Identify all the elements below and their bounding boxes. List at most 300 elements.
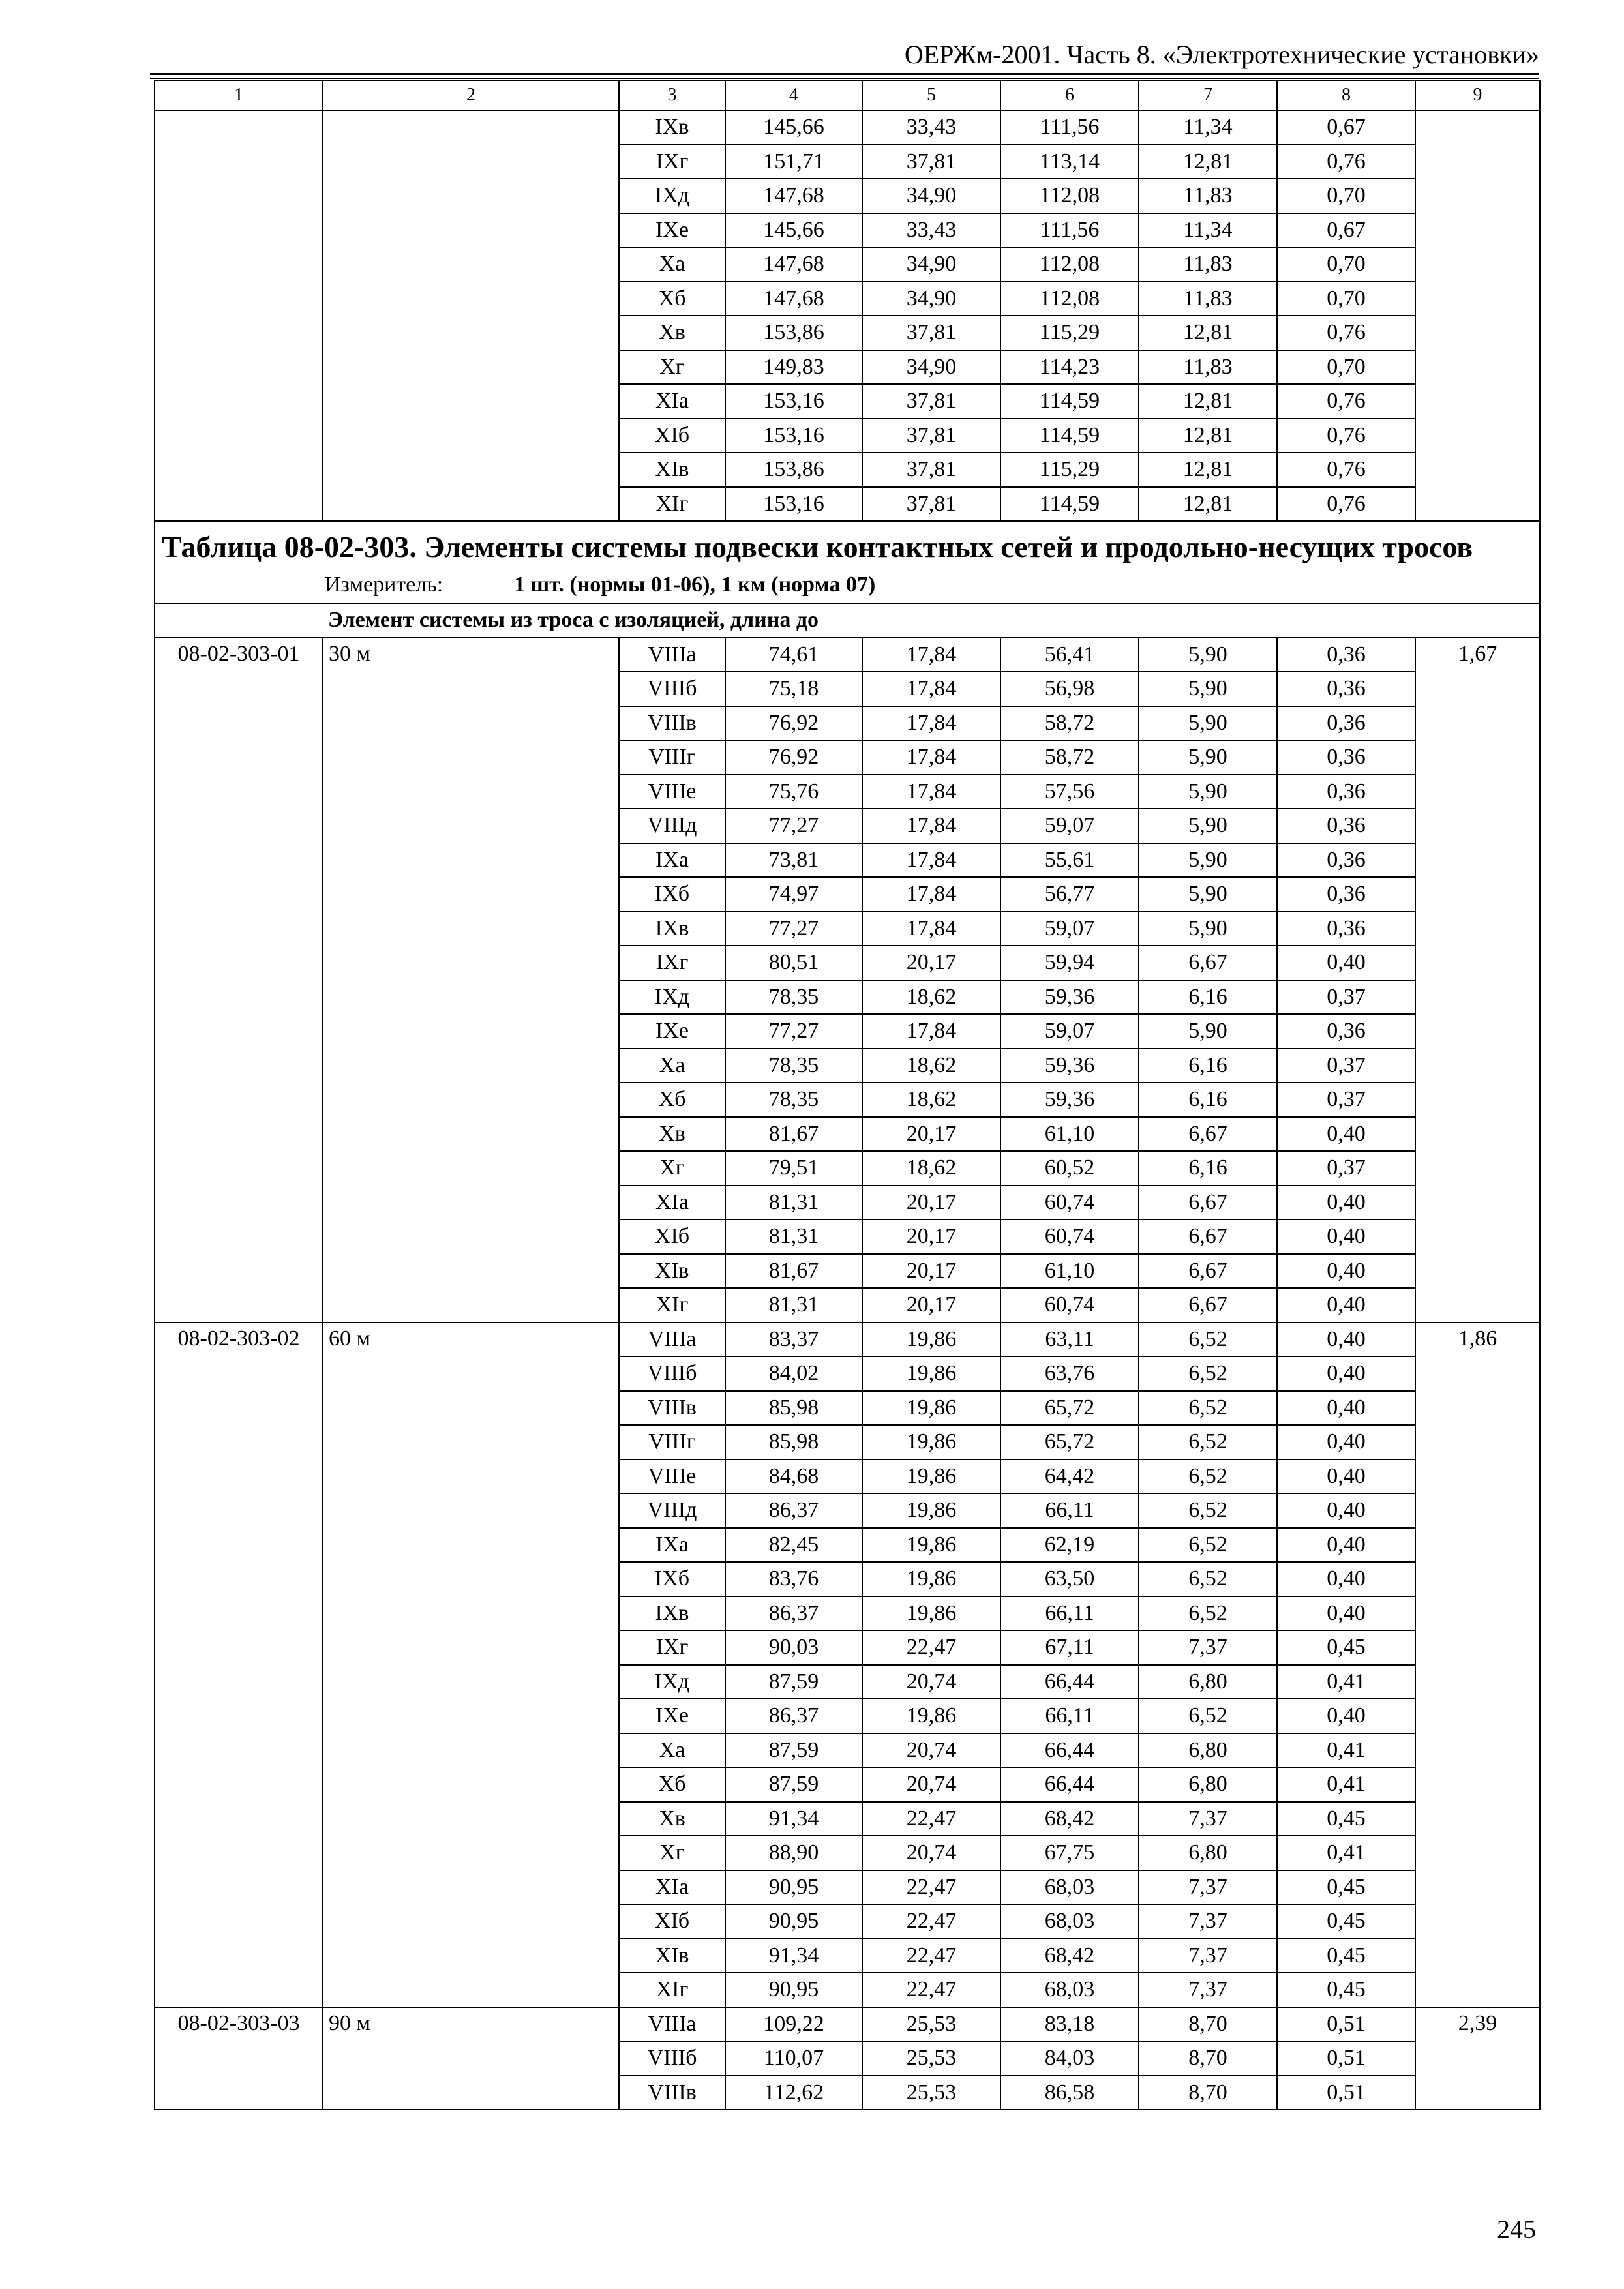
col-7-value: 6,52	[1139, 1562, 1277, 1596]
col-8-value: 0,40	[1277, 1117, 1415, 1152]
column-number: 8	[1277, 80, 1415, 110]
col-5-value: 20,74	[862, 1733, 1000, 1768]
col-7-value: 8,70	[1139, 2007, 1277, 2042]
col-4-value: 75,76	[725, 775, 862, 809]
col-6-value: 65,72	[1000, 1391, 1139, 1426]
col-5-value: 18,62	[862, 1151, 1000, 1186]
col-7-value: 6,16	[1139, 1049, 1277, 1083]
table-row	[155, 2007, 1540, 2042]
voltage-class: IXг	[619, 145, 725, 179]
voltage-class: Xa	[619, 247, 725, 282]
voltage-class: VIIIб	[619, 672, 725, 706]
col-4-value: 81,67	[725, 1254, 862, 1289]
col-6-value: 63,76	[1000, 1356, 1139, 1391]
voltage-class: VIIIг	[619, 1425, 725, 1459]
col-7-value: 6,16	[1139, 980, 1277, 1015]
col-4-value: 77,27	[725, 912, 862, 946]
col-7-value: 6,80	[1139, 1665, 1277, 1699]
col-4-value: 90,95	[725, 1870, 862, 1905]
col-5-value: 33,43	[862, 213, 1000, 248]
voltage-class: VIIIa	[619, 1323, 725, 1357]
col-7-value: 12,81	[1139, 453, 1277, 487]
col-6-value: 58,72	[1000, 706, 1139, 741]
col-4-value: 81,31	[725, 1186, 862, 1220]
col-8-value: 0,76	[1277, 316, 1415, 350]
col-5-value: 37,81	[862, 384, 1000, 419]
col-9-value: 1,67	[1415, 638, 1540, 1323]
col-4-value: 73,81	[725, 843, 862, 878]
col-7-value: 11,83	[1139, 282, 1277, 316]
col-8-value: 0,40	[1277, 946, 1415, 980]
col-5-value: 17,84	[862, 638, 1000, 672]
col-7-value: 6,52	[1139, 1528, 1277, 1563]
col-6-value: 66,44	[1000, 1665, 1139, 1699]
col-8-value: 0,51	[1277, 2007, 1415, 2042]
col-5-value: 19,86	[862, 1323, 1000, 1357]
col-8-value: 0,40	[1277, 1356, 1415, 1391]
col-4-value: 81,31	[725, 1288, 862, 1323]
col-5-value: 22,47	[862, 1973, 1000, 2007]
col-7-value: 11,34	[1139, 110, 1277, 145]
col-5-value: 20,17	[862, 946, 1000, 980]
column-number: 9	[1415, 80, 1540, 110]
col-5-value: 19,86	[862, 1493, 1000, 1528]
col-6-value: 60,74	[1000, 1288, 1139, 1323]
col-7-value: 5,90	[1139, 877, 1277, 912]
voltage-class: XIб	[619, 1904, 725, 1939]
col-4-value: 85,98	[725, 1391, 862, 1426]
col-8-value: 0,40	[1277, 1596, 1415, 1631]
col-7-value: 6,16	[1139, 1083, 1277, 1117]
column-number: 7	[1139, 80, 1277, 110]
col-4-value: 81,67	[725, 1117, 862, 1152]
col-4-value: 77,27	[725, 1014, 862, 1049]
voltage-class: XIa	[619, 384, 725, 419]
col-5-value: 20,17	[862, 1186, 1000, 1220]
col-7-value: 6,52	[1139, 1493, 1277, 1528]
col-4-value: 153,16	[725, 384, 862, 419]
col-6-value: 62,19	[1000, 1528, 1139, 1563]
voltage-class: IXб	[619, 877, 725, 912]
column-number-row	[155, 80, 1540, 110]
col-4-value: 74,61	[725, 638, 862, 672]
col-5-value: 18,62	[862, 1083, 1000, 1117]
col-8-value: 0,76	[1277, 487, 1415, 522]
col-7-value: 5,90	[1139, 740, 1277, 775]
col-6-value: 112,08	[1000, 247, 1139, 282]
voltage-class: VIIIa	[619, 638, 725, 672]
column-number: 4	[725, 80, 862, 110]
col-5-value: 22,47	[862, 1939, 1000, 1973]
col-6-value: 111,56	[1000, 110, 1139, 145]
table-row	[155, 638, 1540, 672]
col-7-value: 7,37	[1139, 1802, 1277, 1836]
col-5-value: 20,17	[862, 1254, 1000, 1289]
voltage-class: VIIIa	[619, 2007, 725, 2042]
voltage-class: XIв	[619, 1939, 725, 1973]
col-4-value: 90,95	[725, 1904, 862, 1939]
col-5-value: 20,74	[862, 1767, 1000, 1802]
voltage-class: Xб	[619, 1767, 725, 1802]
col-5-value: 19,86	[862, 1562, 1000, 1596]
col-4-value: 76,92	[725, 740, 862, 775]
col-8-value: 0,40	[1277, 1288, 1415, 1323]
col-7-value: 11,83	[1139, 350, 1277, 385]
col-8-value: 0,45	[1277, 1904, 1415, 1939]
col-6-value: 63,11	[1000, 1323, 1139, 1357]
col-4-value: 147,68	[725, 179, 862, 213]
col-4-value: 86,37	[725, 1493, 862, 1528]
voltage-class: VIIIе	[619, 1459, 725, 1494]
col-5-value: 19,86	[862, 1596, 1000, 1631]
col-4-value: 76,92	[725, 706, 862, 741]
col-6-value: 60,74	[1000, 1186, 1139, 1220]
col-5-value: 18,62	[862, 1049, 1000, 1083]
table-row	[155, 1323, 1540, 1357]
col-5-value: 37,81	[862, 145, 1000, 179]
col-6-value: 68,03	[1000, 1973, 1139, 2007]
col-6-value: 59,94	[1000, 946, 1139, 980]
col-8-value: 0,76	[1277, 145, 1415, 179]
col-6-value: 68,42	[1000, 1802, 1139, 1836]
col-8-value: 0,41	[1277, 1733, 1415, 1768]
voltage-class: Xб	[619, 1083, 725, 1117]
col-6-value: 67,11	[1000, 1630, 1139, 1665]
col-5-value: 22,47	[862, 1870, 1000, 1905]
voltage-class: XIг	[619, 487, 725, 522]
column-number: 5	[862, 80, 1000, 110]
col-5-value: 22,47	[862, 1904, 1000, 1939]
col-5-value: 18,62	[862, 980, 1000, 1015]
voltage-class: Xa	[619, 1733, 725, 1768]
page-number: 245	[1497, 2215, 1536, 2244]
col-7-value: 6,52	[1139, 1356, 1277, 1391]
voltage-class: XIa	[619, 1186, 725, 1220]
col-7-value: 5,90	[1139, 638, 1277, 672]
col-6-value: 61,10	[1000, 1117, 1139, 1152]
col-8-value: 0,45	[1277, 1870, 1415, 1905]
col-4-value: 81,31	[725, 1219, 862, 1254]
col-4-value: 112,62	[725, 2076, 862, 2110]
col-4-value: 75,18	[725, 672, 862, 706]
col-4-value: 82,45	[725, 1528, 862, 1563]
voltage-class: IXг	[619, 1630, 725, 1665]
col-9-value: 1,86	[1415, 1323, 1540, 2007]
col-7-value: 6,67	[1139, 946, 1277, 980]
col-6-value: 59,36	[1000, 1083, 1139, 1117]
col-6-value: 56,77	[1000, 877, 1139, 912]
voltage-class: VIIIв	[619, 1391, 725, 1426]
table-title-cell	[155, 521, 1540, 603]
col-8-value: 0,36	[1277, 672, 1415, 706]
col-8-value: 0,45	[1277, 1939, 1415, 1973]
col-8-value: 0,76	[1277, 419, 1415, 453]
col-6-value: 60,74	[1000, 1219, 1139, 1254]
col-8-value: 0,37	[1277, 1083, 1415, 1117]
col-5-value: 20,17	[862, 1219, 1000, 1254]
col-4-value: 84,68	[725, 1459, 862, 1494]
col-4-value: 153,16	[725, 419, 862, 453]
col-6-value: 114,23	[1000, 350, 1139, 385]
voltage-class: IXд	[619, 179, 725, 213]
voltage-class: IXг	[619, 946, 725, 980]
col-6-value: 57,56	[1000, 775, 1139, 809]
col-8-value: 0,41	[1277, 1665, 1415, 1699]
norm-code: 08-02-303-01	[155, 638, 323, 1323]
col-7-value: 11,34	[1139, 213, 1277, 248]
col-4-value: 90,03	[725, 1630, 862, 1665]
col-5-value: 34,90	[862, 350, 1000, 385]
col-5-value: 25,53	[862, 2041, 1000, 2076]
col-4-value: 86,37	[725, 1596, 862, 1631]
voltage-class: VIIIв	[619, 2076, 725, 2110]
col-7-value: 7,37	[1139, 1904, 1277, 1939]
col-8-value: 0,40	[1277, 1219, 1415, 1254]
col-7-value: 5,90	[1139, 706, 1277, 741]
col-4-value: 90,95	[725, 1973, 862, 2007]
col-8-value: 0,45	[1277, 1973, 1415, 2007]
col-6-value: 55,61	[1000, 843, 1139, 878]
col-7-value: 8,70	[1139, 2041, 1277, 2076]
col-5-value: 25,53	[862, 2076, 1000, 2110]
header-rule-thin	[150, 78, 1539, 79]
table-title-row	[155, 521, 1540, 603]
col-4-value: 145,66	[725, 110, 862, 145]
col-7-value: 12,81	[1139, 487, 1277, 522]
voltage-class: IXб	[619, 1562, 725, 1596]
col-5-value: 17,84	[862, 1014, 1000, 1049]
col-7-value: 7,37	[1139, 1870, 1277, 1905]
voltage-class: Xг	[619, 350, 725, 385]
col-7-value: 6,67	[1139, 1288, 1277, 1323]
voltage-class: IXв	[619, 912, 725, 946]
element-length: 90 м	[323, 2007, 619, 2110]
col-7-value: 12,81	[1139, 419, 1277, 453]
voltage-class: XIг	[619, 1288, 725, 1323]
col-8-value: 0,40	[1277, 1528, 1415, 1563]
col-4-value: 87,59	[725, 1767, 862, 1802]
blank-cell	[1415, 110, 1540, 521]
voltage-class: XIб	[619, 419, 725, 453]
col-7-value: 5,90	[1139, 672, 1277, 706]
col-6-value: 59,36	[1000, 980, 1139, 1015]
section-row	[155, 603, 1540, 638]
col-5-value: 25,53	[862, 2007, 1000, 2042]
col-6-value: 115,29	[1000, 316, 1139, 350]
col-8-value: 0,36	[1277, 775, 1415, 809]
running-header: ОЕРЖм-2001. Часть 8. «Электротехнические установки»	[904, 40, 1539, 69]
col-6-value: 66,11	[1000, 1596, 1139, 1631]
voltage-class: IXе	[619, 1699, 725, 1733]
measure-line	[162, 570, 1533, 600]
col-8-value: 0,37	[1277, 1049, 1415, 1083]
col-4-value: 153,86	[725, 453, 862, 487]
section-title: Элемент системы из троса с изоляцией, длина до	[155, 603, 1540, 638]
voltage-class: VIIIв	[619, 706, 725, 741]
col-4-value: 74,97	[725, 877, 862, 912]
col-7-value: 6,52	[1139, 1459, 1277, 1494]
col-8-value: 0,40	[1277, 1425, 1415, 1459]
header-rule	[150, 73, 1539, 75]
col-8-value: 0,45	[1277, 1802, 1415, 1836]
col-8-value: 0,41	[1277, 1836, 1415, 1870]
column-number: 2	[323, 80, 619, 110]
col-6-value: 56,41	[1000, 638, 1139, 672]
voltage-class: VIIIд	[619, 1493, 725, 1528]
col-5-value: 20,17	[862, 1117, 1000, 1152]
col-7-value: 6,52	[1139, 1323, 1277, 1357]
col-7-value: 7,37	[1139, 1630, 1277, 1665]
norms-table-body	[155, 80, 1540, 2110]
voltage-class: IXa	[619, 843, 725, 878]
col-8-value: 0,36	[1277, 1014, 1415, 1049]
col-5-value: 17,84	[862, 740, 1000, 775]
col-7-value: 7,37	[1139, 1973, 1277, 2007]
col-5-value: 19,86	[862, 1425, 1000, 1459]
col-6-value: 63,50	[1000, 1562, 1139, 1596]
col-8-value: 0,36	[1277, 809, 1415, 843]
col-7-value: 6,67	[1139, 1219, 1277, 1254]
col-7-value: 6,52	[1139, 1596, 1277, 1631]
col-4-value: 91,34	[725, 1802, 862, 1836]
col-6-value: 65,72	[1000, 1425, 1139, 1459]
col-5-value: 17,84	[862, 706, 1000, 741]
col-6-value: 113,14	[1000, 145, 1139, 179]
col-4-value: 78,35	[725, 1083, 862, 1117]
col-4-value: 87,59	[725, 1733, 862, 1768]
col-7-value: 6,52	[1139, 1391, 1277, 1426]
col-5-value: 17,84	[862, 877, 1000, 912]
col-4-value: 79,51	[725, 1151, 862, 1186]
col-4-value: 78,35	[725, 980, 862, 1015]
norm-code: 08-02-303-03	[155, 2007, 323, 2110]
col-8-value: 0,40	[1277, 1254, 1415, 1289]
voltage-class: XIб	[619, 1219, 725, 1254]
col-5-value: 34,90	[862, 247, 1000, 282]
table-row	[155, 110, 1540, 145]
col-8-value: 0,36	[1277, 912, 1415, 946]
col-6-value: 64,42	[1000, 1459, 1139, 1494]
voltage-class: IXд	[619, 1665, 725, 1699]
col-6-value: 59,07	[1000, 1014, 1139, 1049]
col-5-value: 22,47	[862, 1802, 1000, 1836]
col-7-value: 6,16	[1139, 1151, 1277, 1186]
column-number: 1	[155, 80, 323, 110]
col-6-value: 66,11	[1000, 1493, 1139, 1528]
column-number: 6	[1000, 80, 1139, 110]
col-7-value: 6,52	[1139, 1699, 1277, 1733]
col-8-value: 0,40	[1277, 1186, 1415, 1220]
col-8-value: 0,36	[1277, 843, 1415, 878]
col-5-value: 34,90	[862, 179, 1000, 213]
col-6-value: 83,18	[1000, 2007, 1139, 2042]
col-8-value: 0,76	[1277, 384, 1415, 419]
col-8-value: 0,67	[1277, 110, 1415, 145]
col-8-value: 0,76	[1277, 453, 1415, 487]
col-4-value: 85,98	[725, 1425, 862, 1459]
col-6-value: 60,52	[1000, 1151, 1139, 1186]
voltage-class: Xб	[619, 282, 725, 316]
col-7-value: 5,90	[1139, 775, 1277, 809]
col-5-value: 19,86	[862, 1699, 1000, 1733]
col-6-value: 59,07	[1000, 809, 1139, 843]
col-5-value: 19,86	[862, 1356, 1000, 1391]
voltage-class: VIIIб	[619, 2041, 725, 2076]
col-8-value: 0,51	[1277, 2041, 1415, 2076]
element-length: 30 м	[323, 638, 619, 1323]
col-7-value: 6,52	[1139, 1425, 1277, 1459]
col-8-value: 0,51	[1277, 2076, 1415, 2110]
col-6-value: 111,56	[1000, 213, 1139, 248]
col-8-value: 0,40	[1277, 1459, 1415, 1494]
col-8-value: 0,40	[1277, 1562, 1415, 1596]
col-6-value: 86,58	[1000, 2076, 1139, 2110]
col-7-value: 11,83	[1139, 247, 1277, 282]
col-7-value: 5,90	[1139, 809, 1277, 843]
voltage-class: VIIIб	[619, 1356, 725, 1391]
col-6-value: 67,75	[1000, 1836, 1139, 1870]
col-8-value: 0,36	[1277, 877, 1415, 912]
col-6-value: 66,44	[1000, 1733, 1139, 1768]
col-5-value: 19,86	[862, 1528, 1000, 1563]
col-6-value: 114,59	[1000, 487, 1139, 522]
col-4-value: 145,66	[725, 213, 862, 248]
voltage-class: Xг	[619, 1836, 725, 1870]
element-length: 60 м	[323, 1323, 619, 2007]
col-6-value: 56,98	[1000, 672, 1139, 706]
col-4-value: 86,37	[725, 1699, 862, 1733]
voltage-class: XIг	[619, 1973, 725, 2007]
col-8-value: 0,70	[1277, 247, 1415, 282]
col-8-value: 0,40	[1277, 1699, 1415, 1733]
col-4-value: 84,02	[725, 1356, 862, 1391]
col-8-value: 0,37	[1277, 1151, 1415, 1186]
col-6-value: 115,29	[1000, 453, 1139, 487]
col-7-value: 5,90	[1139, 912, 1277, 946]
voltage-class: Xa	[619, 1049, 725, 1083]
col-5-value: 34,90	[862, 282, 1000, 316]
col-4-value: 88,90	[725, 1836, 862, 1870]
col-5-value: 19,86	[862, 1459, 1000, 1494]
col-7-value: 7,37	[1139, 1939, 1277, 1973]
col-5-value: 20,74	[862, 1665, 1000, 1699]
voltage-class: VIIIе	[619, 775, 725, 809]
col-5-value: 37,81	[862, 487, 1000, 522]
col-8-value: 0,40	[1277, 1323, 1415, 1357]
col-7-value: 6,80	[1139, 1836, 1277, 1870]
col-5-value: 33,43	[862, 110, 1000, 145]
voltage-class: Xв	[619, 1802, 725, 1836]
voltage-class: XIa	[619, 1870, 725, 1905]
col-5-value: 17,84	[862, 672, 1000, 706]
col-4-value: 78,35	[725, 1049, 862, 1083]
norms-table	[154, 80, 1541, 2110]
col-7-value: 5,90	[1139, 1014, 1277, 1049]
voltage-class: XIв	[619, 453, 725, 487]
col-6-value: 68,03	[1000, 1870, 1139, 1905]
voltage-class: IXa	[619, 1528, 725, 1563]
col-4-value: 80,51	[725, 946, 862, 980]
col-4-value: 77,27	[725, 809, 862, 843]
voltage-class: IXд	[619, 980, 725, 1015]
col-4-value: 153,86	[725, 316, 862, 350]
col-5-value: 37,81	[862, 316, 1000, 350]
col-7-value: 12,81	[1139, 145, 1277, 179]
col-6-value: 68,42	[1000, 1939, 1139, 1973]
col-8-value: 0,70	[1277, 179, 1415, 213]
col-7-value: 11,83	[1139, 179, 1277, 213]
col-7-value: 8,70	[1139, 2076, 1277, 2110]
